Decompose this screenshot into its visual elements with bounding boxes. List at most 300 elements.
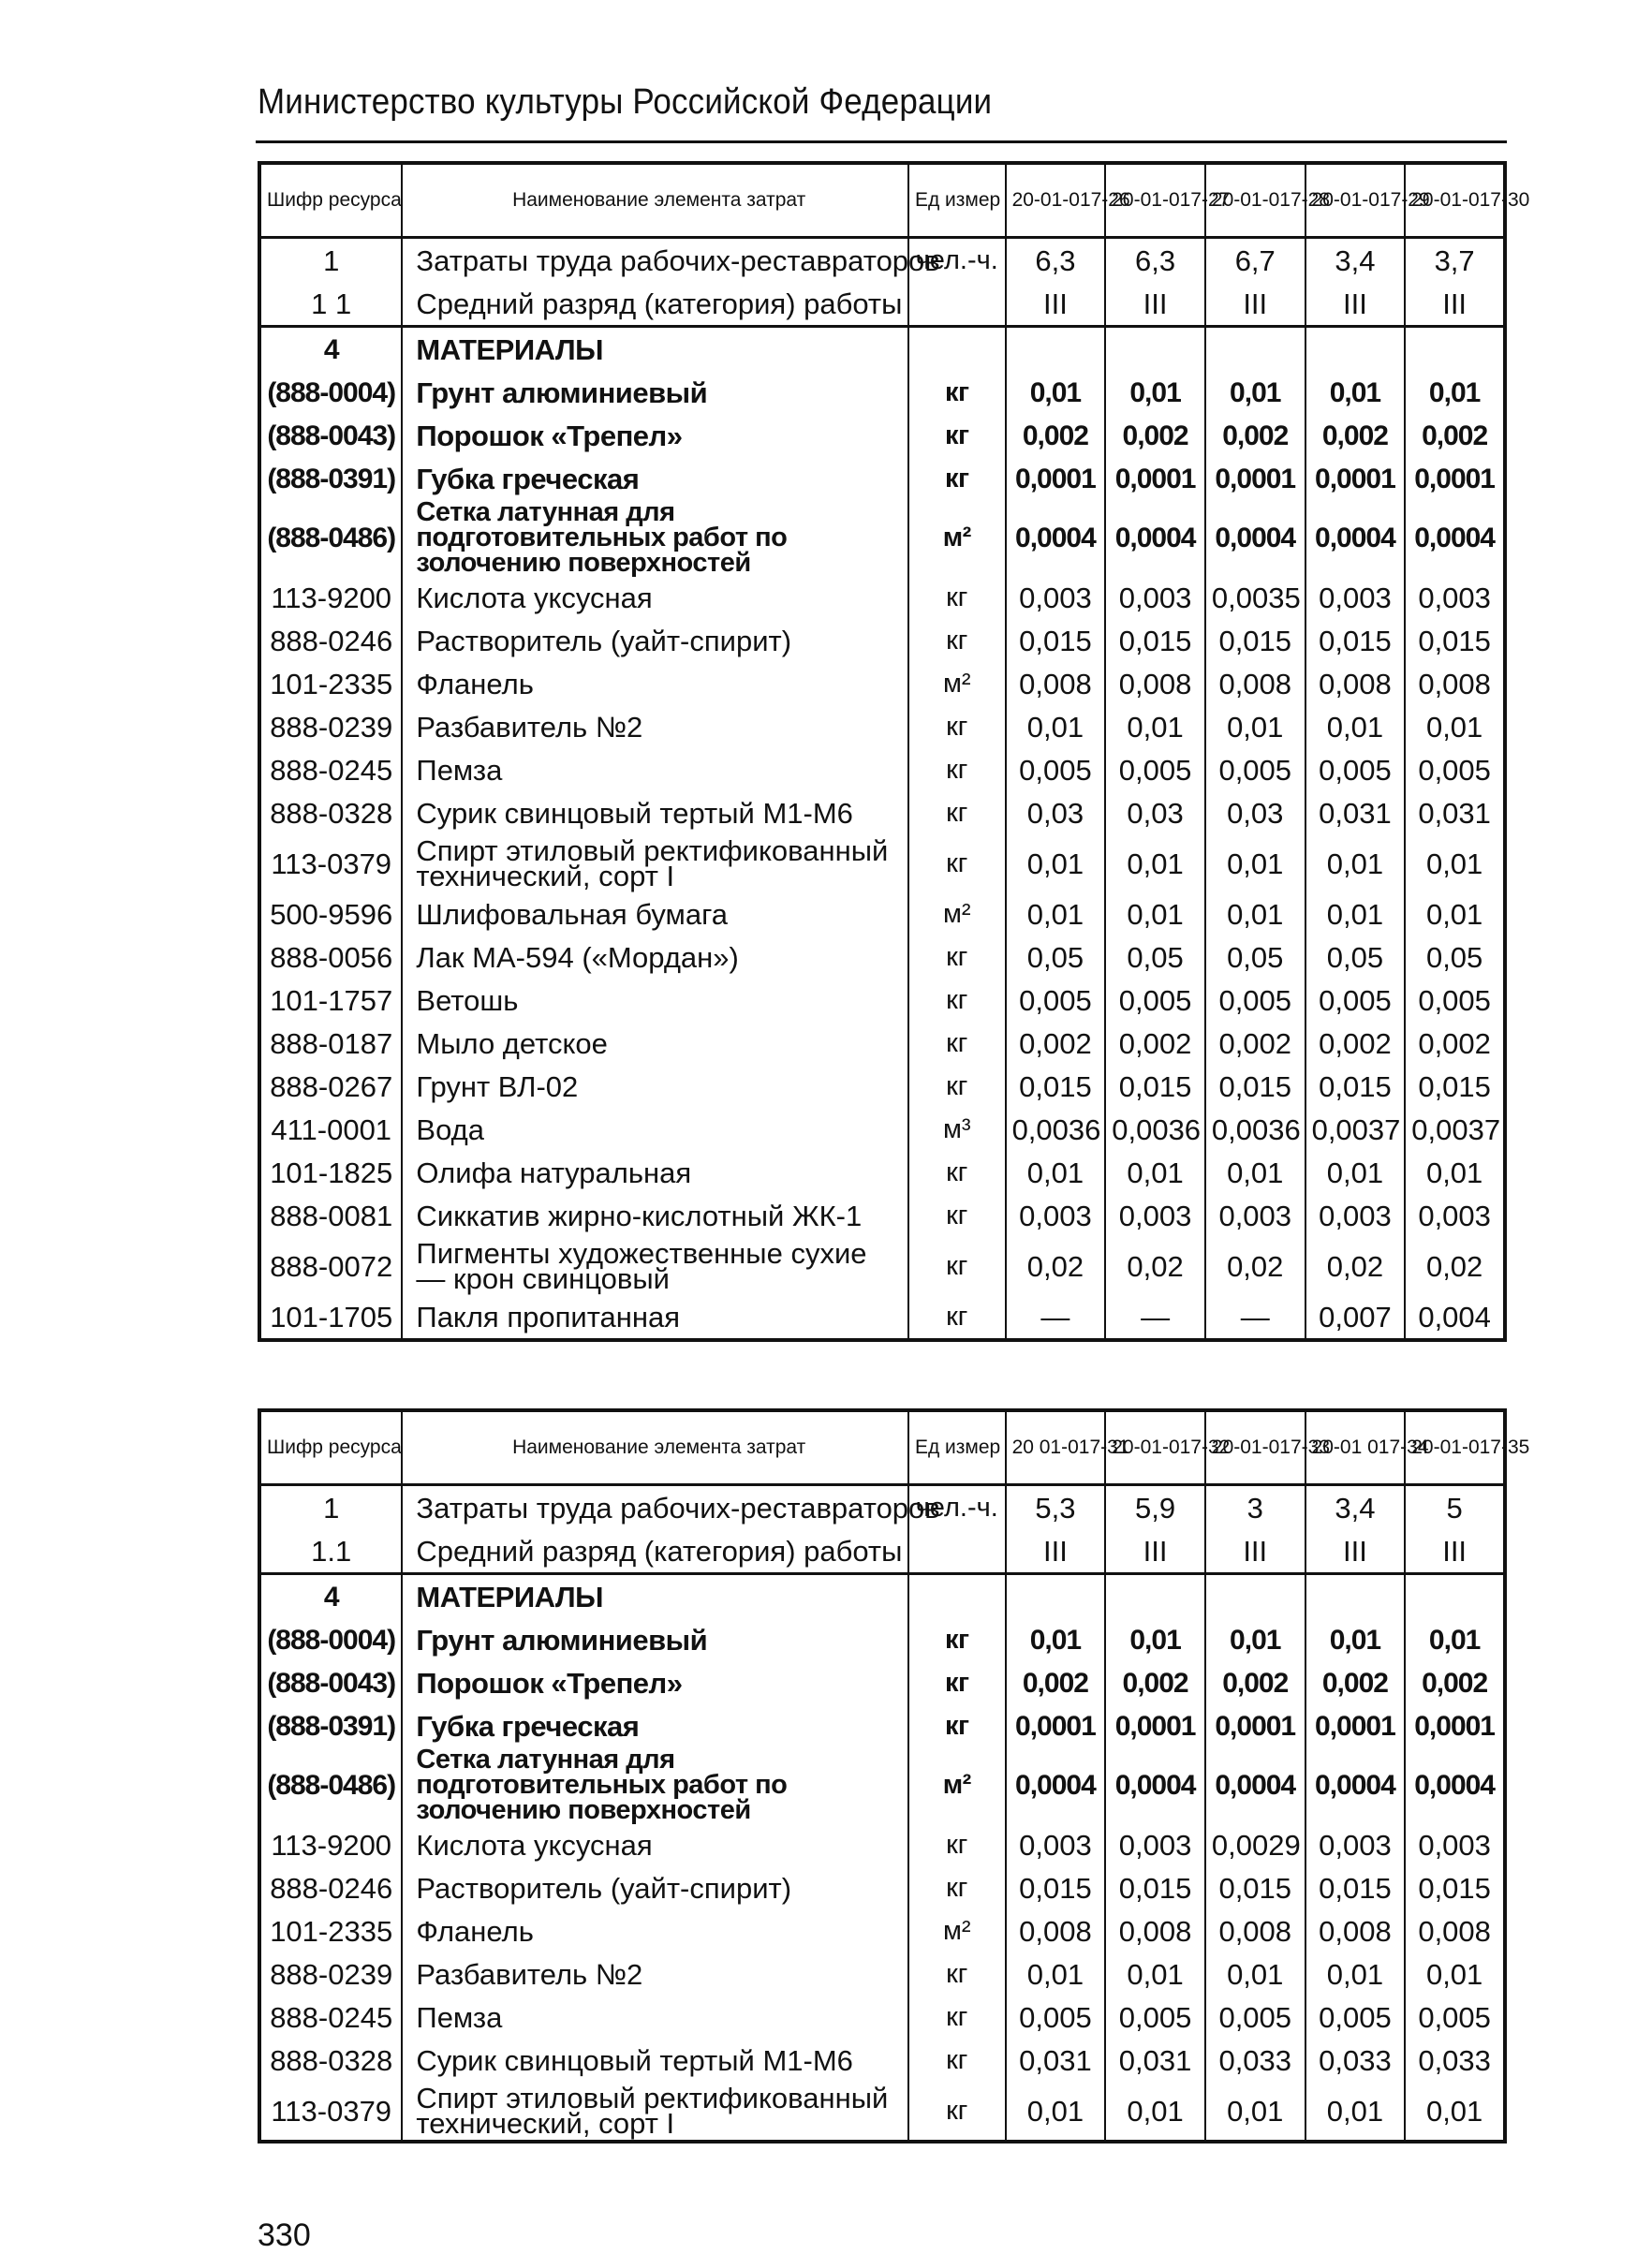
norm-value: 0,003 — [1205, 1194, 1305, 1237]
norm-value: 0,005 — [1205, 1996, 1305, 2039]
resource-name: Средний разряд (категория) работы — [402, 1529, 908, 1574]
table-row — [259, 2039, 1505, 2082]
norm-value: 0,05 — [1105, 935, 1205, 979]
norm-value: 0,002 — [1006, 1022, 1106, 1065]
norm-value: 0,01 — [1205, 1618, 1305, 1661]
resource-name: Средний разряд (категория) работы — [402, 282, 908, 327]
norm-value — [1006, 1574, 1106, 1619]
norm-value: 0,015 — [1105, 1065, 1205, 1108]
norm-value: 0,0001 — [1105, 457, 1205, 500]
resource-code: (888-0391) — [259, 1704, 402, 1747]
norm-value: 5,3 — [1006, 1485, 1106, 1530]
norm-value: 0,01 — [1305, 2082, 1406, 2142]
table-row — [259, 238, 1505, 283]
norm-value: 0,002 — [1305, 414, 1406, 457]
resource-code: 888-0245 — [259, 1996, 402, 2039]
unit: кг — [908, 791, 1006, 834]
norm-value: 0,003 — [1305, 1823, 1406, 1866]
unit: кг — [908, 1295, 1006, 1340]
resource-code: 101-1825 — [259, 1151, 402, 1194]
header-name: Наименование элемента затрат — [402, 163, 908, 238]
header-code: Шифр ресурса — [259, 163, 402, 238]
norm-value: 0,01 — [1105, 834, 1205, 892]
header-norm-code: 20-01-017-26 — [1006, 163, 1106, 238]
header-norm-code: 20-01-017-32 — [1105, 1410, 1205, 1485]
norm-value: 0,01 — [1205, 2082, 1305, 2142]
resource-code: 888-0187 — [259, 1022, 402, 1065]
norm-value: 0,0036 — [1205, 1108, 1305, 1151]
table-row — [259, 1237, 1505, 1295]
norm-value: 0,0035 — [1205, 576, 1305, 619]
resource-code: (888-0004) — [259, 371, 402, 414]
norm-value — [1105, 1574, 1205, 1619]
unit: кг — [908, 576, 1006, 619]
table-row — [259, 1529, 1505, 1574]
norm-value: 0,01 — [1305, 1952, 1406, 1996]
norm-value: 0,004 — [1405, 1295, 1505, 1340]
table-row — [259, 619, 1505, 662]
table-row — [259, 834, 1505, 892]
norm-value: 0,005 — [1305, 748, 1406, 791]
unit: кг — [908, 979, 1006, 1022]
table-row — [259, 1661, 1505, 1704]
norm-value: 0,005 — [1205, 748, 1305, 791]
resource-name: Фланель — [402, 662, 908, 705]
norm-value: 0,005 — [1405, 979, 1505, 1022]
norm-value: 0,015 — [1305, 1065, 1406, 1108]
table-row — [259, 371, 1505, 414]
norm-value: 0,01 — [1405, 2082, 1505, 2142]
table-row — [259, 935, 1505, 979]
norm-value: III — [1205, 1529, 1305, 1574]
header-norm-code: 20-01-017-29 — [1305, 163, 1406, 238]
norm-value: 3 — [1205, 1485, 1305, 1530]
norm-value: 0,005 — [1405, 1996, 1505, 2039]
norm-value: 0,008 — [1105, 1909, 1205, 1952]
resource-name: Грунт ВЛ-02 — [402, 1065, 908, 1108]
norm-value: 0,003 — [1405, 576, 1505, 619]
norm-value: 0,015 — [1405, 1866, 1505, 1909]
unit: кг — [908, 1823, 1006, 1866]
resource-name: Кислота уксусная — [402, 1823, 908, 1866]
table-row — [259, 327, 1505, 372]
table-row — [259, 1194, 1505, 1237]
norm-value: 0,0004 — [1405, 1747, 1505, 1823]
unit: кг — [908, 1022, 1006, 1065]
resource-name: Грунт алюминиевый — [402, 1618, 908, 1661]
unit: кг — [908, 1237, 1006, 1295]
norm-value: 0,01 — [1405, 1151, 1505, 1194]
norm-value: 0,005 — [1105, 1996, 1205, 2039]
norm-value: 0,01 — [1006, 1952, 1106, 1996]
norm-value: 5 — [1405, 1485, 1505, 1530]
norm-value: 0,031 — [1105, 2039, 1205, 2082]
unit: кг — [908, 371, 1006, 414]
norm-value: 0,01 — [1205, 371, 1305, 414]
norm-value: III — [1405, 1529, 1505, 1574]
resource-code: 888-0056 — [259, 935, 402, 979]
table-row — [259, 1823, 1505, 1866]
norm-value: 0,05 — [1205, 935, 1305, 979]
table-row — [259, 1618, 1505, 1661]
norm-value: 0,005 — [1105, 979, 1205, 1022]
norm-value: 0,002 — [1105, 1661, 1205, 1704]
norm-value: 0,015 — [1205, 1065, 1305, 1108]
unit: кг — [908, 619, 1006, 662]
norm-value: 0,008 — [1305, 1909, 1406, 1952]
norm-value: 0,01 — [1305, 834, 1406, 892]
resource-code: 888-0328 — [259, 2039, 402, 2082]
norm-value: 0,0001 — [1006, 1704, 1106, 1747]
norm-value — [1006, 327, 1106, 372]
unit: кг — [908, 1194, 1006, 1237]
norm-value: 0,0004 — [1305, 500, 1406, 576]
unit: кг — [908, 414, 1006, 457]
table-row — [259, 1022, 1505, 1065]
norm-value — [1405, 1574, 1505, 1619]
resource-code: 113-9200 — [259, 1823, 402, 1866]
norm-value: 0,008 — [1205, 1909, 1305, 1952]
norm-value — [1305, 327, 1406, 372]
norm-value: 0,0001 — [1305, 1704, 1406, 1747]
resource-code: 101-1705 — [259, 1295, 402, 1340]
norm-value: 0,01 — [1305, 1151, 1406, 1194]
unit: кг — [908, 1866, 1006, 1909]
norm-value: III — [1405, 282, 1505, 327]
norm-value: 0,02 — [1305, 1237, 1406, 1295]
norm-value: 0,03 — [1205, 791, 1305, 834]
norm-value: 0,0004 — [1105, 1747, 1205, 1823]
table-row — [259, 1909, 1505, 1952]
resource-code: 1.1 — [259, 1529, 402, 1574]
resource-code: 888-0246 — [259, 619, 402, 662]
resource-name: Губка греческая — [402, 457, 908, 500]
unit: кг — [908, 457, 1006, 500]
norm-value: 0,01 — [1105, 1952, 1205, 1996]
unit: кг — [908, 1618, 1006, 1661]
resource-code: 101-1757 — [259, 979, 402, 1022]
norm-value: 3,7 — [1405, 238, 1505, 283]
norm-value: 0,0037 — [1305, 1108, 1406, 1151]
norm-value: 0,0001 — [1105, 1704, 1205, 1747]
resource-code: 888-0239 — [259, 1952, 402, 1996]
norm-value: 0,01 — [1305, 892, 1406, 935]
norm-value: 0,033 — [1205, 2039, 1305, 2082]
norm-value: 0,005 — [1305, 1996, 1406, 2039]
resource-table-2 — [258, 1408, 1530, 2144]
norm-value: 0,005 — [1006, 1996, 1106, 2039]
norm-value: — — [1105, 1295, 1205, 1340]
norm-value: 0,0036 — [1006, 1108, 1106, 1151]
norm-value: 0,015 — [1105, 619, 1205, 662]
resource-name: Шлифовальная бумага — [402, 892, 908, 935]
unit: кг — [908, 1065, 1006, 1108]
norm-value: 0,003 — [1105, 1823, 1205, 1866]
resource-name: Растворитель (уайт-спирит) — [402, 1866, 908, 1909]
table-row — [259, 791, 1505, 834]
resource-code: (888-0043) — [259, 414, 402, 457]
unit: м² — [908, 1909, 1006, 1952]
resource-name: Мыло детское — [402, 1022, 908, 1065]
norm-value: 0,002 — [1205, 1022, 1305, 1065]
norm-value — [1405, 327, 1505, 372]
unit: кг — [908, 1996, 1006, 2039]
norm-value: 0,008 — [1105, 662, 1205, 705]
norm-value: 0,01 — [1205, 834, 1305, 892]
table-row — [259, 1747, 1505, 1823]
table-row — [259, 576, 1505, 619]
resource-name: Ветошь — [402, 979, 908, 1022]
table-row — [259, 1065, 1505, 1108]
norm-value: — — [1006, 1295, 1106, 1340]
unit: м² — [908, 1747, 1006, 1823]
norm-value: 0,01 — [1405, 371, 1505, 414]
resource-code: (888-0486) — [259, 500, 402, 576]
resource-code: (888-0391) — [259, 457, 402, 500]
table-row — [259, 748, 1505, 791]
norm-value: 0,008 — [1205, 662, 1305, 705]
norm-value: 0,031 — [1405, 791, 1505, 834]
norm-value: 0,015 — [1205, 619, 1305, 662]
norm-value: 0,015 — [1006, 1866, 1106, 1909]
table-row — [259, 1151, 1505, 1194]
resource-name: Фланель — [402, 1909, 908, 1952]
norm-value: 0,005 — [1105, 748, 1205, 791]
norm-value: 0,01 — [1405, 834, 1505, 892]
norm-value: III — [1305, 1529, 1406, 1574]
header-norm-code: 20-01-017-28 — [1205, 163, 1305, 238]
unit: чел.-ч. — [908, 238, 1006, 283]
resource-name: Порошок «Трепел» — [402, 1661, 908, 1704]
norm-value: 0,0001 — [1205, 1704, 1305, 1747]
resource-code: 888-0245 — [259, 748, 402, 791]
norm-value: 0,05 — [1006, 935, 1106, 979]
norm-value: 0,007 — [1305, 1295, 1406, 1340]
unit: кг — [908, 1952, 1006, 1996]
norm-value: 0,008 — [1006, 1909, 1106, 1952]
norm-value: 6,7 — [1205, 238, 1305, 283]
table-row — [259, 1295, 1505, 1340]
resource-name: Разбавитель №2 — [402, 1952, 908, 1996]
resource-code: 113-0379 — [259, 834, 402, 892]
norm-value: III — [1105, 1529, 1205, 1574]
resource-code: 101-2335 — [259, 662, 402, 705]
norm-value: 0,0001 — [1205, 457, 1305, 500]
resource-code: 500-9596 — [259, 892, 402, 935]
resource-code: 113-0379 — [259, 2082, 402, 2142]
norm-value: 0,002 — [1105, 1022, 1205, 1065]
resource-code: 1 — [259, 238, 402, 283]
resource-code: 1 1 — [259, 282, 402, 327]
resource-name: Пемза — [402, 1996, 908, 2039]
norm-value: 0,031 — [1305, 791, 1406, 834]
norm-value: III — [1105, 282, 1205, 327]
header-unit: Ед измер — [908, 1410, 1006, 1485]
unit: кг — [908, 1151, 1006, 1194]
unit: м² — [908, 892, 1006, 935]
norm-value: 0,01 — [1105, 1618, 1205, 1661]
norm-value: 0,01 — [1006, 1618, 1106, 1661]
header-norm-code: 20-01-017-30 — [1405, 163, 1505, 238]
norm-value: 0,003 — [1305, 576, 1406, 619]
norm-value: 0,002 — [1006, 414, 1106, 457]
norm-value: 0,01 — [1205, 1952, 1305, 1996]
header-name: Наименование элемента затрат — [402, 1410, 908, 1485]
norm-value: 0,01 — [1405, 1952, 1505, 1996]
header-norm-code: 20-01-017-33 — [1205, 1410, 1305, 1485]
resource-name: Сетка латунная для подготовительных работ по золочению поверхностей — [402, 1747, 908, 1823]
norm-value: 0,01 — [1006, 2082, 1106, 2142]
norm-value: 0,003 — [1405, 1823, 1505, 1866]
norm-value: 6,3 — [1105, 238, 1205, 283]
norm-value: 0,015 — [1205, 1866, 1305, 1909]
unit: кг — [908, 1704, 1006, 1747]
resource-code: 888-0246 — [259, 1866, 402, 1909]
resource-code: 888-0081 — [259, 1194, 402, 1237]
norm-value: 0,01 — [1105, 1151, 1205, 1194]
norm-value: 0,003 — [1405, 1194, 1505, 1237]
norm-value: 0,0037 — [1405, 1108, 1505, 1151]
norm-value: 0,01 — [1006, 892, 1106, 935]
norm-value: 0,03 — [1105, 791, 1205, 834]
norm-value: 0,002 — [1105, 414, 1205, 457]
table-row — [259, 414, 1505, 457]
norm-value: 0,008 — [1405, 1909, 1505, 1952]
unit: чел.-ч. — [908, 1485, 1006, 1530]
norm-value: 0,015 — [1305, 619, 1406, 662]
norm-value: 0,002 — [1205, 1661, 1305, 1704]
norm-value: 0,033 — [1305, 2039, 1406, 2082]
resource-name: МАТЕРИАЛЫ — [402, 1574, 908, 1619]
norm-value: III — [1006, 1529, 1106, 1574]
resource-name: Пигменты художественные сухие — крон свинцовый — [402, 1237, 908, 1295]
norm-value: 0,015 — [1305, 1866, 1406, 1909]
norm-value: 0,01 — [1006, 705, 1106, 748]
norm-value: 0,005 — [1006, 979, 1106, 1022]
norm-value: 0,002 — [1205, 414, 1305, 457]
resource-code: 113-9200 — [259, 576, 402, 619]
norm-value: 0,002 — [1405, 1661, 1505, 1704]
header-norm-code: 20 01-017-31 — [1006, 1410, 1106, 1485]
norm-value: III — [1006, 282, 1106, 327]
norm-value: 0,003 — [1006, 1823, 1106, 1866]
resource-code: 4 — [259, 327, 402, 372]
table-row — [259, 1952, 1505, 1996]
norm-value: 0,0004 — [1006, 500, 1106, 576]
table-row — [259, 1996, 1505, 2039]
norm-value: 0,003 — [1305, 1194, 1406, 1237]
norm-value: 0,015 — [1006, 1065, 1106, 1108]
table-header-row — [259, 163, 1505, 238]
resource-name: Грунт алюминиевый — [402, 371, 908, 414]
resource-code: 888-0328 — [259, 791, 402, 834]
norm-value: 0,0029 — [1205, 1823, 1305, 1866]
norm-value: 0,05 — [1305, 935, 1406, 979]
norm-value: 0,01 — [1105, 371, 1205, 414]
resource-code: 888-0239 — [259, 705, 402, 748]
table-row — [259, 979, 1505, 1022]
resource-name: Порошок «Трепел» — [402, 414, 908, 457]
norm-value: 0,002 — [1405, 1022, 1505, 1065]
norm-value: 0,003 — [1105, 1194, 1205, 1237]
norm-value: 0,01 — [1105, 705, 1205, 748]
norm-value: 0,01 — [1305, 371, 1406, 414]
norm-value: 0,002 — [1006, 1661, 1106, 1704]
norm-value: 0,015 — [1105, 1866, 1205, 1909]
resource-name: Сиккатив жирно-кислотный ЖК-1 — [402, 1194, 908, 1237]
resource-name: Спирт этиловый ректификованный технический, сорт I — [402, 2082, 908, 2142]
unit: кг — [908, 834, 1006, 892]
resource-code: 101-2335 — [259, 1909, 402, 1952]
norm-value: 0,002 — [1405, 414, 1505, 457]
unit — [908, 1529, 1006, 1574]
table-row — [259, 705, 1505, 748]
resource-name: Затраты труда рабочих-реставраторов — [402, 238, 908, 283]
table-row — [259, 457, 1505, 500]
table-row — [259, 1485, 1505, 1530]
resource-table-1 — [258, 161, 1530, 1342]
resource-code: 411-0001 — [259, 1108, 402, 1151]
norm-value: 0,01 — [1205, 892, 1305, 935]
resource-code: (888-0004) — [259, 1618, 402, 1661]
page-header: Министерство культуры Российской Федерации — [258, 82, 993, 122]
norm-value: 0,01 — [1006, 1151, 1106, 1194]
resource-name: Сурик свинцовый тертый М1-М6 — [402, 791, 908, 834]
norm-value: 0,03 — [1006, 791, 1106, 834]
header-norm-code: 20-01-017-35 — [1405, 1410, 1505, 1485]
norm-value: 0,01 — [1405, 705, 1505, 748]
norm-value: 0,002 — [1305, 1661, 1406, 1704]
norm-value: 0,0004 — [1006, 1747, 1106, 1823]
norm-value: 0,005 — [1205, 979, 1305, 1022]
header-code: Шифр ресурса — [259, 1410, 402, 1485]
norm-value: 0,02 — [1405, 1237, 1505, 1295]
norm-value: 3,4 — [1305, 1485, 1406, 1530]
norm-value: 0,003 — [1006, 576, 1106, 619]
table-header-row — [259, 1410, 1505, 1485]
table-row — [259, 1704, 1505, 1747]
unit: м² — [908, 662, 1006, 705]
norm-value: 0,02 — [1105, 1237, 1205, 1295]
norm-value: 0,01 — [1205, 1151, 1305, 1194]
page-number: 330 — [258, 2217, 311, 2253]
header-norm-code: 20-01 017-34 — [1305, 1410, 1406, 1485]
norm-value: — — [1205, 1295, 1305, 1340]
norm-value: 0,031 — [1006, 2039, 1106, 2082]
norm-value: 0,033 — [1405, 2039, 1505, 2082]
norm-value: 0,0036 — [1105, 1108, 1205, 1151]
resource-code: (888-0486) — [259, 1747, 402, 1823]
norm-value: 0,01 — [1405, 892, 1505, 935]
resource-name: Лак МА-594 («Мордан») — [402, 935, 908, 979]
norm-value: 0,008 — [1006, 662, 1106, 705]
norm-value: 0,01 — [1105, 2082, 1205, 2142]
norm-value: 0,015 — [1405, 619, 1505, 662]
resource-name: Кислота уксусная — [402, 576, 908, 619]
norm-value: 0,003 — [1006, 1194, 1106, 1237]
norm-value — [1305, 1574, 1406, 1619]
resource-name: Спирт этиловый ректификованный технический, сорт I — [402, 834, 908, 892]
norm-value: 0,0004 — [1205, 1747, 1305, 1823]
norm-value: 0,05 — [1405, 935, 1505, 979]
resource-code: 888-0072 — [259, 1237, 402, 1295]
norm-value: 0,01 — [1006, 834, 1106, 892]
unit — [908, 282, 1006, 327]
norm-value: 0,005 — [1305, 979, 1406, 1022]
unit: кг — [908, 935, 1006, 979]
table-row — [259, 2082, 1505, 2142]
norm-value: 0,015 — [1006, 619, 1106, 662]
